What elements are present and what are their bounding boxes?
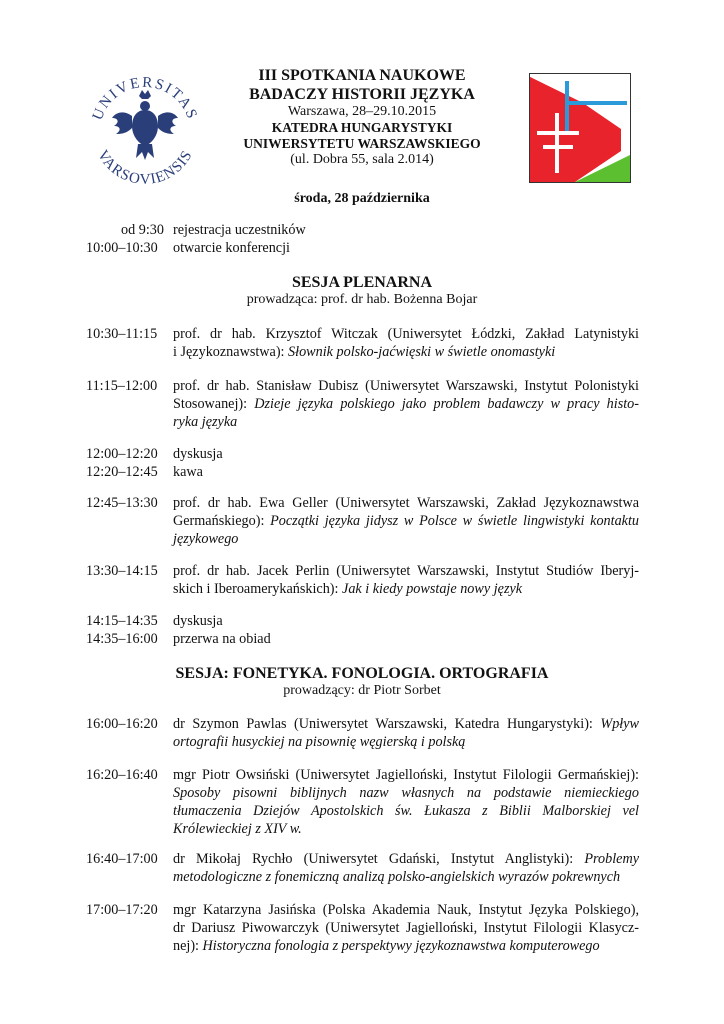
event: kawa — [173, 464, 203, 480]
talk-title: ryka języka — [173, 414, 238, 430]
talk-title: Początki języka jidysz w Polsce w świetle lingwistyki kontaktu — [270, 513, 639, 529]
talk-line: mgr Piotr Owsiński (Uniwersytet Jagielloński, Instytut Filologii Germańskiej): — [173, 767, 639, 783]
event: dyskusja — [173, 613, 223, 629]
talk-line: mgr Katarzyna Jasińska (Polska Akademia Nauk, Instytut Języka Polskiego), — [173, 902, 639, 918]
time: 17:00–17:20 — [86, 902, 158, 918]
talk-line — [173, 395, 639, 413]
logo-text-bottom: VARSOVIENSIS — [94, 147, 196, 188]
talk-title: ortografii husyckiej na pisownię węgierską i polską — [173, 734, 466, 750]
talk-line — [173, 413, 639, 431]
talk-line — [173, 850, 639, 868]
talk-line: prof. dr hab. Krzysztof Witczak (Uniwersytet Łódzki, Zakład Latynistyki — [173, 326, 639, 342]
talk-line — [173, 343, 639, 361]
event: dyskusja — [173, 446, 223, 462]
talk — [173, 325, 639, 361]
time: 12:00–12:20 — [86, 446, 158, 462]
talk-title: Jak i kiedy powstaje nowy język — [342, 581, 523, 597]
host-line-1: KATEDRA HUNGARYSTYKI — [271, 120, 453, 135]
time: 14:35–16:00 — [86, 631, 158, 647]
talk-affil: dr Mikołaj Rychło (Uniwersytet Gdański, Instytut Anglistyki): — [173, 851, 585, 867]
host-line-2: UNIWERSYTETU WARSZAWSKIEGO — [243, 136, 481, 151]
talk-title: Słownik polsko-jaćwięski w świetle onomastyki — [288, 344, 556, 360]
talk-affil: Stosowanej): — [173, 396, 255, 412]
talk-affil: Germańskiego): — [173, 513, 271, 529]
time: 13:30–14:15 — [86, 563, 158, 579]
talk-line — [173, 937, 639, 955]
talk — [173, 715, 639, 751]
session-chair: prowadząca: prof. dr hab. Bożenna Bojar — [246, 292, 478, 307]
department-logo — [529, 73, 631, 183]
talk-line: prof. dr hab. Jacek Perlin (Uniwersytet Warszawski, Instytut Studiów Iberyj- — [173, 563, 639, 579]
time: 10:30–11:15 — [86, 326, 158, 342]
event: otwarcie konferencji — [173, 240, 290, 256]
talk-line: dr Dariusz Piwowarczyk (Uniwersytet Jagielloński, Instytut Filologii Klasycz- — [173, 920, 639, 936]
talk-title: Problemy — [584, 851, 639, 867]
talk-line — [173, 715, 639, 733]
talk-title: Historyczna fonologia z perspektywy językoznawstwa komputerowego — [202, 938, 600, 954]
talk — [173, 766, 639, 838]
time: 12:45–13:30 — [86, 495, 158, 511]
talk-title: metodologiczne z fonemiczną analizą polsko-angielskich wyrazów pokrewnych — [173, 869, 621, 885]
talk — [173, 377, 639, 431]
talk-line — [173, 530, 639, 548]
talk-line — [173, 580, 639, 598]
university-logo — [84, 66, 206, 190]
talk — [173, 494, 639, 548]
talk-affil: i Językoznawstwa): — [173, 344, 289, 360]
title-line-2: BADACZY HISTORII JĘZYKA — [249, 86, 475, 103]
time: 12:20–12:45 — [86, 464, 158, 480]
address: (ul. Dobra 55, sala 2.014) — [290, 152, 434, 167]
talk-title: Dzieje języka polskiego jako problem badawczy w pracy histo- — [254, 396, 639, 412]
talk-affil: nej): — [173, 938, 203, 954]
talk-title: językowego — [173, 531, 239, 547]
talk-line: prof. dr hab. Stanisław Dubisz (Uniwersytet Warszawski, Instytut Polonistyki — [173, 378, 639, 394]
talk-title: Królewieckiej z XIV w. — [173, 821, 302, 837]
talk-line — [173, 733, 639, 751]
talk-line — [173, 784, 639, 802]
talk-affil: dr Szymon Pawlas (Uniwersytet Warszawski, Katedra Hungarystyki): — [173, 716, 601, 732]
time: od 9:30 — [121, 222, 164, 238]
talk-line — [173, 512, 639, 530]
talk-line: prof. dr hab. Ewa Geller (Uniwersytet Warszawski, Zakład Językoznawstwa — [173, 495, 639, 511]
talk — [173, 901, 639, 955]
session-chair: prowadzący: dr Piotr Sorbet — [283, 683, 441, 698]
time: 10:00–10:30 — [86, 240, 158, 256]
day-heading: środa, 28 października — [294, 191, 430, 206]
talk-title: tłumaczenia Dziejów Apostolskich św. Łukasza z Biblii Malborskiej vel — [173, 803, 639, 819]
time: 16:00–16:20 — [86, 716, 158, 732]
eagle-icon — [112, 90, 178, 160]
session-phonetics — [0, 664, 724, 699]
logo-text-top: UNIVERSITAS — [89, 74, 201, 123]
conference-header — [200, 66, 524, 168]
time: 14:15–14:35 — [86, 613, 158, 629]
session-title: SESJA: FONETYKA. FONOLOGIA. ORTOGRAFIA — [175, 665, 549, 682]
talk-title: Sposoby pisowni biblijnych nazw własnych na podstawie niemieckiego — [173, 785, 639, 801]
talk — [173, 562, 639, 598]
title-line-1: III SPOTKANIA NAUKOWE — [258, 67, 466, 84]
talk — [173, 850, 639, 886]
event: rejestracja uczestników — [173, 222, 306, 238]
talk-line — [173, 802, 639, 820]
time: 11:15–12:00 — [86, 378, 158, 394]
talk-line — [173, 868, 639, 886]
session-plenary — [0, 273, 724, 308]
talk-affil: skich i Iberoamerykańskich): — [173, 581, 343, 597]
talk-title: Wpływ — [600, 716, 639, 732]
event: przerwa na obiad — [173, 631, 271, 647]
time: 16:40–17:00 — [86, 851, 158, 867]
session-title: SESJA PLENARNA — [291, 274, 433, 291]
place-date: Warszawa, 28–29.10.2015 — [287, 104, 437, 119]
talk-line — [173, 820, 639, 838]
time: 16:20–16:40 — [86, 767, 158, 783]
